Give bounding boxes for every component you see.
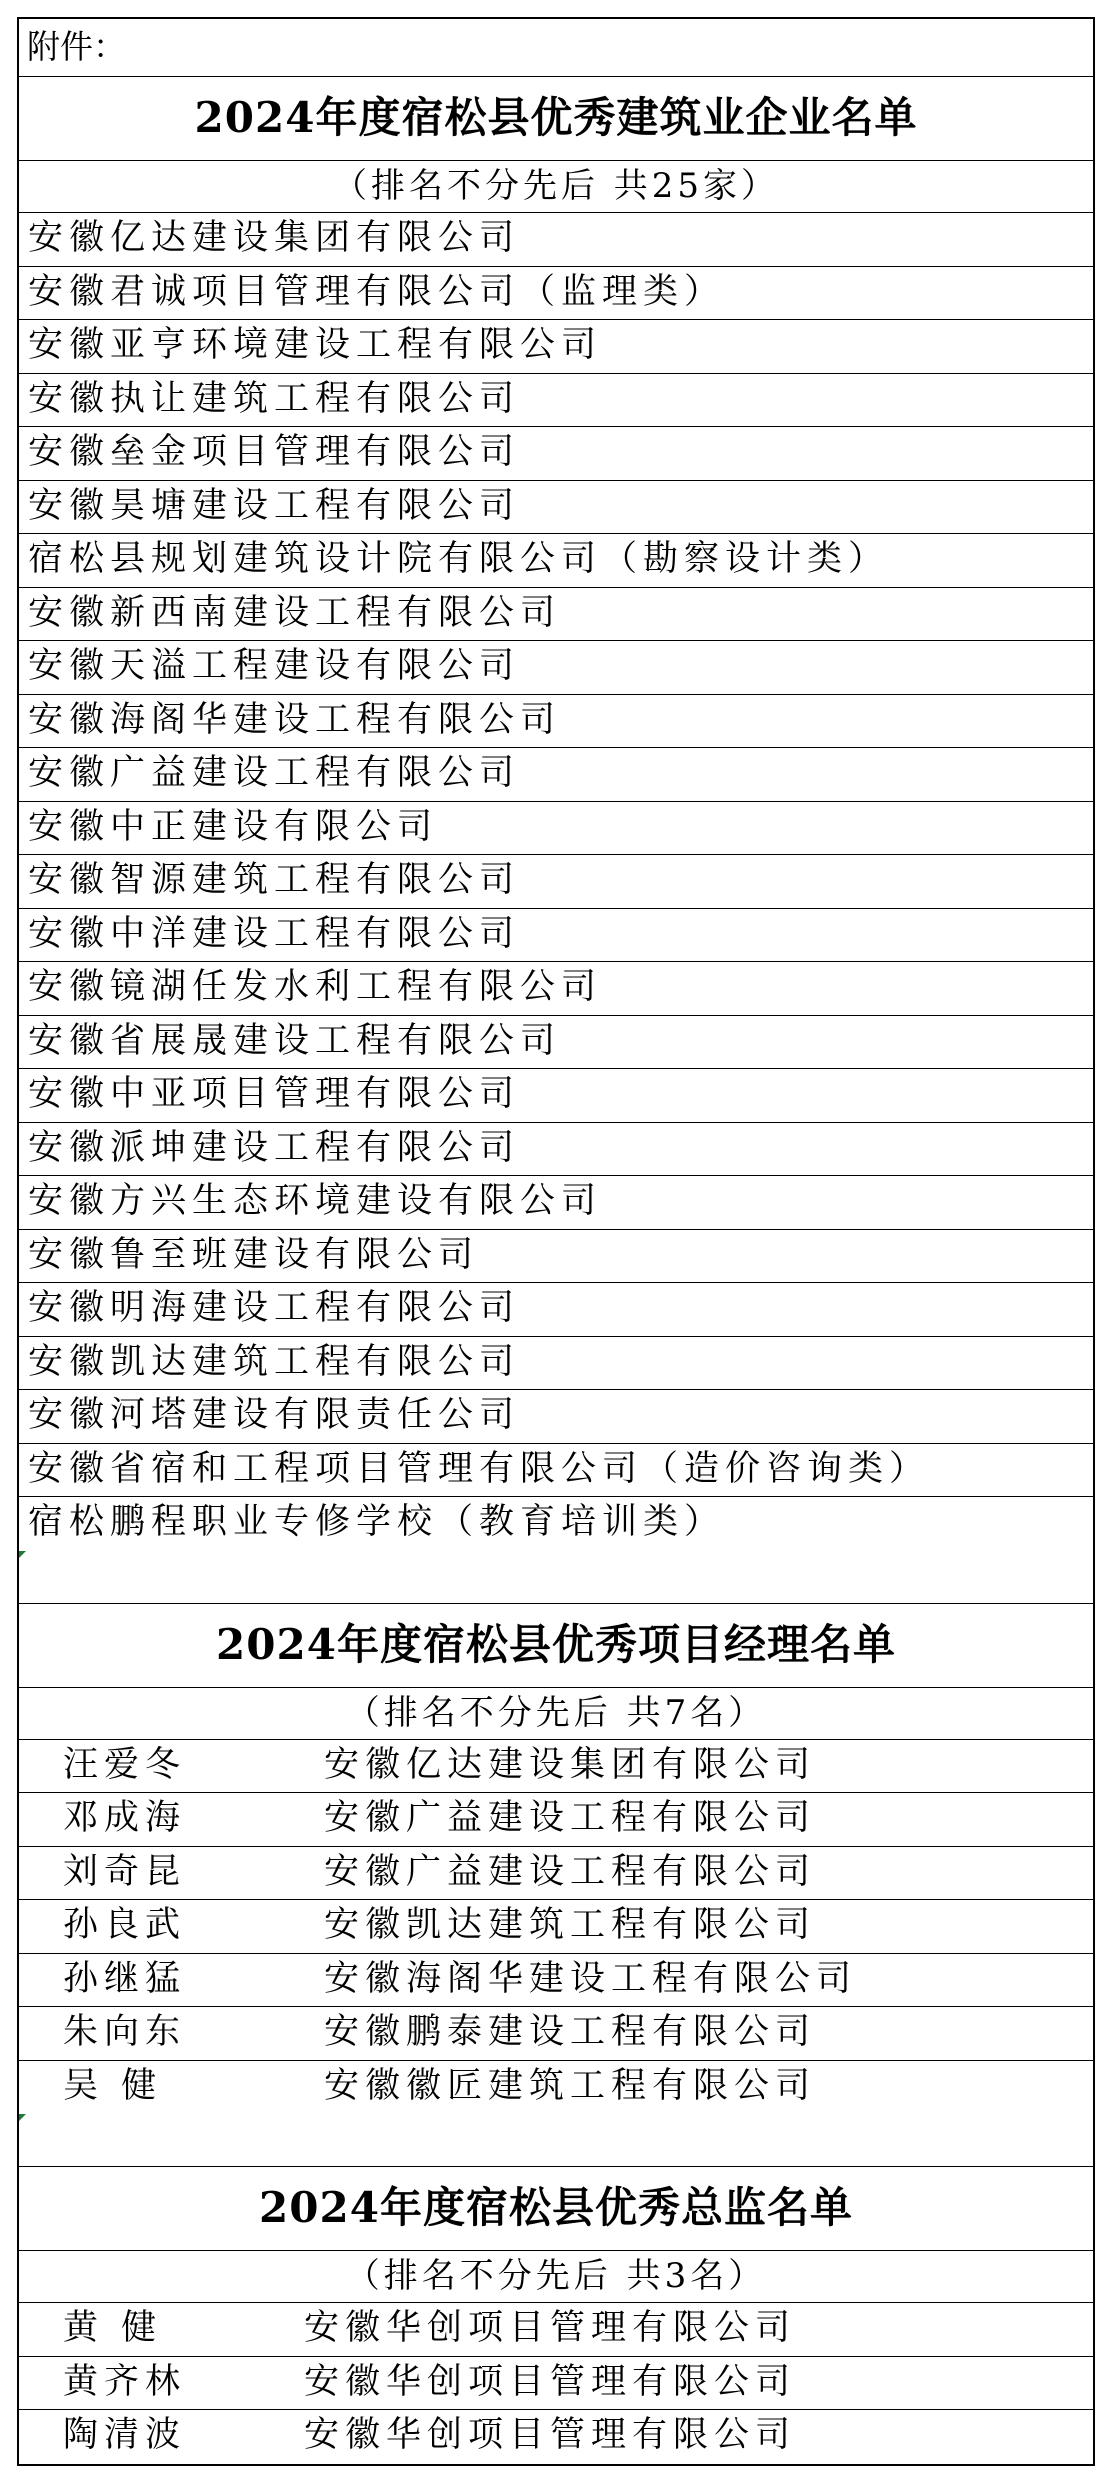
company-row[interactable] [19,1123,1093,1177]
person-row[interactable] [19,1954,1093,2008]
person-row[interactable] [19,2303,1093,2357]
person-name: 孙继猛 [63,1958,187,1999]
managers-title: 2024年度宿松县优秀项目经理名单 [216,1619,896,1669]
blank-row[interactable] [19,1551,1093,1604]
person-name: 邓成海 [63,1798,187,1838]
person-row[interactable] [19,2007,1093,2061]
supervisors-subtitle-cell[interactable] [19,2251,1093,2303]
company-name: 安徽君诚项目管理有限公司（监理类） [28,271,726,312]
person-company: 安徽广益建设工程有限公司 [324,1798,817,1838]
company-row[interactable] [19,1069,1093,1123]
company-name: 安徽凯达建筑工程有限公司 [28,1341,521,1382]
company-name: 安徽执让建筑工程有限公司 [28,378,521,419]
company-name: 安徽新西南建设工程有限公司 [28,592,562,633]
person-company: 安徽华创项目管理有限公司 [304,2361,797,2402]
company-row[interactable] [19,1444,1093,1498]
company-row[interactable] [19,320,1093,374]
company-name: 安徽镜湖任发水利工程有限公司 [28,967,603,1007]
company-row[interactable] [19,1390,1093,1444]
person-name: 黄齐林 [63,2361,187,2402]
company-row[interactable] [19,1497,1093,1551]
company-name: 安徽中洋建设工程有限公司 [28,913,521,954]
company-row[interactable] [19,1176,1093,1230]
company-name: 安徽亚亨环境建设工程有限公司 [28,325,603,365]
managers-subtitle-cell[interactable] [19,1688,1093,1740]
company-name: 安徽河塔建设有限责任公司 [28,1395,521,1435]
person-company: 安徽徽匠建筑工程有限公司 [324,2065,817,2106]
person-name: 朱向东 [63,2012,187,2052]
company-row[interactable] [19,267,1093,321]
person-row[interactable] [19,1740,1093,1794]
supervisors-list [19,2303,1093,2464]
company-row[interactable] [19,213,1093,267]
person-company: 安徽广益建设工程有限公司 [324,1851,817,1892]
company-name: 安徽鲁至班建设有限公司 [28,1234,480,1275]
company-row[interactable] [19,1230,1093,1284]
cell-note-marker [19,2114,26,2121]
person-company: 安徽亿达建设集团有限公司 [324,1744,817,1785]
company-row[interactable] [19,1337,1093,1391]
company-row[interactable] [19,374,1093,428]
company-row[interactable] [19,802,1093,856]
person-name: 陶清波 [63,2415,187,2455]
person-company: 安徽海阁华建设工程有限公司 [324,1958,858,1999]
company-row[interactable] [19,1016,1093,1070]
company-name: 安徽智源建筑工程有限公司 [28,860,521,900]
person-company: 安徽凯达建筑工程有限公司 [324,1905,817,1945]
person-company: 安徽华创项目管理有限公司 [304,2415,797,2455]
person-row[interactable] [19,2061,1093,2115]
company-row[interactable] [19,748,1093,802]
company-row[interactable] [19,427,1093,481]
companies-title: 2024年度宿松县优秀建筑业企业名单 [194,93,918,142]
company-name: 安徽中亚项目管理有限公司 [28,1074,521,1114]
company-name: 安徽广益建设工程有限公司 [28,753,521,793]
blank-row[interactable] [19,2114,1093,2167]
company-row[interactable] [19,481,1093,535]
company-row[interactable] [19,695,1093,749]
supervisors-title: 2024年度宿松县优秀总监名单 [259,2183,853,2232]
company-row[interactable] [19,855,1093,909]
spreadsheet-table [17,17,1095,2466]
managers-title-cell[interactable] [19,1604,1093,1688]
company-name: 安徽海阁华建设工程有限公司 [28,699,562,740]
company-name: 安徽明海建设工程有限公司 [28,1288,521,1328]
company-name: 安徽亿达建设集团有限公司 [28,218,521,258]
supervisors-subtitle: （排名不分先后 共3名） [345,2256,767,2296]
company-name: 安徽垒金项目管理有限公司 [28,432,521,472]
company-name: 宿松县规划建筑设计院有限公司（勘察设计类） [28,539,890,579]
company-row[interactable] [19,588,1093,642]
managers-list [19,1740,1093,2115]
person-name: 黄 健 [63,2308,163,2348]
companies-subtitle-cell[interactable] [19,161,1093,213]
company-name: 安徽省展晟建设工程有限公司 [28,1020,562,1061]
company-name: 宿松鹏程职业专修学校（教育培训类） [28,1502,726,1542]
company-row[interactable] [19,1283,1093,1337]
companies-title-cell[interactable] [19,77,1093,161]
company-name: 安徽省宿和工程项目管理有限公司（造价咨询类） [28,1448,931,1489]
company-row[interactable] [19,534,1093,588]
person-name: 孙良武 [63,1905,187,1945]
attachment-label-cell[interactable] [19,19,1093,77]
attachment-label: 附件： [27,27,126,66]
person-name: 吴 健 [63,2065,163,2106]
managers-subtitle: （排名不分先后 共7名） [345,1692,767,1733]
cell-note-marker [19,1551,26,1558]
person-row[interactable] [19,1847,1093,1901]
supervisors-title-cell[interactable] [19,2167,1093,2251]
person-name: 刘奇昆 [63,1851,187,1892]
company-name: 安徽昊塘建设工程有限公司 [28,485,521,526]
person-row[interactable] [19,2410,1093,2464]
person-name: 汪爱冬 [63,1744,187,1785]
companies-subtitle: （排名不分先后 共25家） [332,166,780,206]
company-name: 安徽中正建设有限公司 [28,806,439,847]
company-row[interactable] [19,962,1093,1016]
companies-list [19,213,1093,1551]
company-name: 安徽方兴生态环境建设有限公司 [28,1181,603,1221]
person-company: 安徽华创项目管理有限公司 [304,2308,797,2348]
company-name: 安徽派坤建设工程有限公司 [28,1127,521,1168]
company-row[interactable] [19,909,1093,963]
company-row[interactable] [19,641,1093,695]
person-company: 安徽鹏泰建设工程有限公司 [324,2012,817,2052]
person-row[interactable] [19,2357,1093,2411]
company-name: 安徽天溢工程建设有限公司 [28,646,521,686]
person-row[interactable] [19,1900,1093,1954]
person-row[interactable] [19,1793,1093,1847]
